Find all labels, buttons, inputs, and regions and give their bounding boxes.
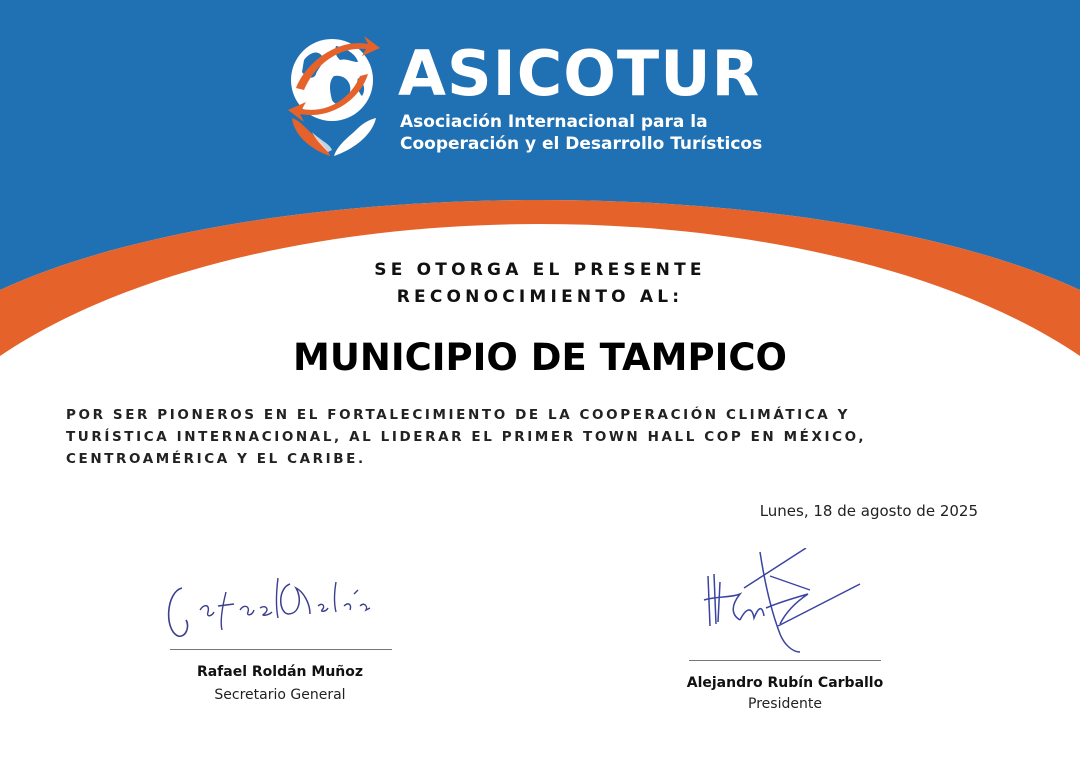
intro-line2: RECONOCIMIENTO AL: — [396, 287, 684, 307]
signatory-role-left: Secretario General — [214, 687, 346, 703]
org-subtitle-line2: Cooperación y el Desarrollo Turísticos — [400, 134, 763, 154]
reason-line1: POR SER PIONEROS EN EL FORTALECIMIENTO DE LA COOPERACIÓN CLIMÁTICA Y — [66, 407, 851, 423]
signatory-name-left: Rafael Roldán Muñoz — [196, 664, 364, 680]
org-subtitle-line1: Asociación Internacional para la — [400, 112, 708, 132]
signatory-role-right: Presidente — [748, 696, 822, 712]
signature-line-right — [689, 660, 881, 661]
reason-line3: CENTROAMÉRICA Y EL CARIBE. — [66, 451, 366, 467]
recipient-name: MUNICIPIO DE TAMPICO — [293, 336, 787, 379]
signature-line-left — [170, 649, 392, 650]
intro-line1: SE OTORGA EL PRESENTE — [374, 260, 706, 280]
reason-line2: TURÍSTICA INTERNACIONAL, AL LIDERAR EL PRIMER TOWN HALL COP EN MÉXICO, — [66, 429, 867, 445]
signature-left — [160, 568, 390, 648]
globe-hands-icon — [286, 32, 382, 160]
signatory-name-right: Alejandro Rubín Carballo — [686, 675, 884, 691]
signature-right — [700, 548, 870, 656]
issue-date: Lunes, 18 de agosto de 2025 — [759, 502, 978, 520]
org-name: ASICOTUR — [398, 37, 761, 110]
